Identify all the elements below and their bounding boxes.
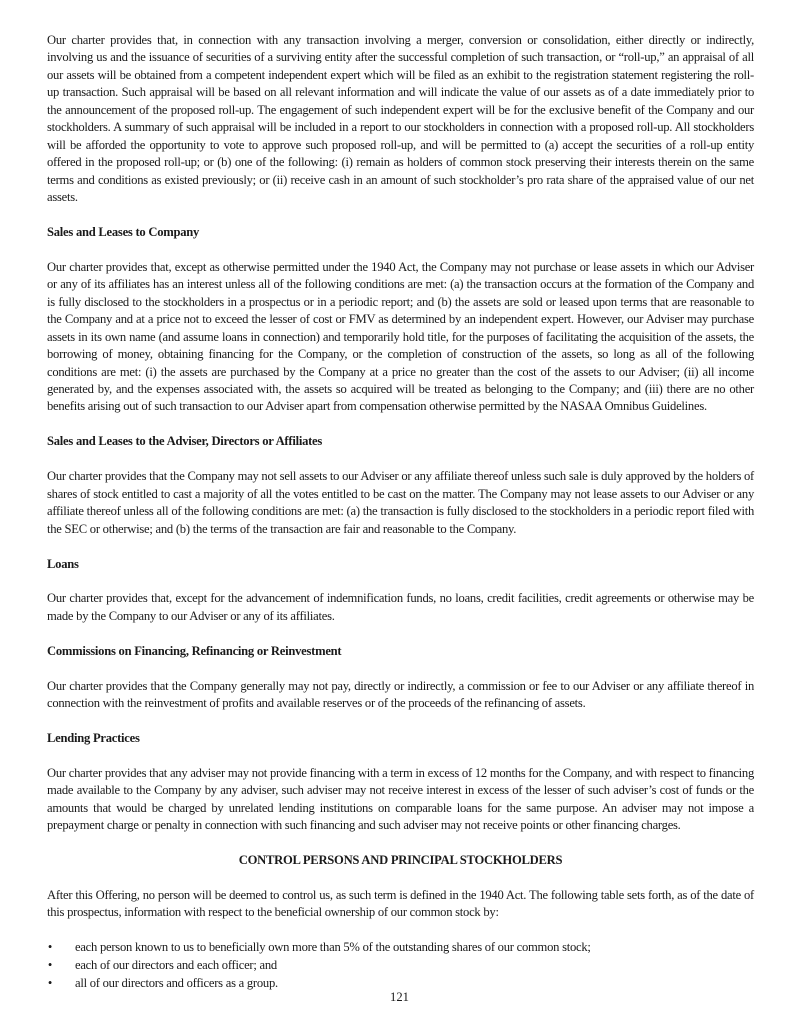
- list-item: [47, 939, 754, 956]
- bullet-icon: •: [47, 958, 53, 973]
- heading-loans: Loans: [47, 556, 79, 571]
- commissions-paragraph: Our charter provides that the Company generally may not pay, directly or indirectly, a commission or fee to our Adviser or any affiliate thereof in connection with the reinvestment of profits and available reserves or of the proceeds of the refinancing of assets.: [47, 678, 754, 711]
- list-item-text: each person known to us to beneficially own more than 5% of the outstanding shares of our common stock;: [75, 940, 591, 955]
- loans-paragraph: Our charter provides that, except for the advancement of indemnification funds, no loans, credit facilities, credit agreements or otherwise may be made by the Company to our Adviser or any of its affiliates.: [47, 591, 754, 623]
- sales-leases-to-adviser-paragraph: Our charter provides that the Company may not sell assets to our Adviser or any affiliate thereof unless such sale is duly approved by the holders of shares of stock entitled to cast a majority of all the votes entitled to be cast on the matter. The Company may not lease assets to our Adviser or any affiliate thereof unless all of the following conditions are met: (a) the transaction is fully disclosed to the stockholders in a periodic report filed with the SEC or otherwise; and (b) the terms of the transaction are fair and reasonable to the Company.: [47, 469, 754, 536]
- beneficial-ownership-list: [47, 939, 754, 992]
- heading-lending-practices: Lending Practices: [47, 730, 140, 745]
- list-item-text: each of our directors and each officer; and: [75, 958, 277, 973]
- rollup-paragraph: Our charter provides that, in connection with any transaction involving a merger, conversion or consolidation, either directly or indirectly, involving us and the issuance of securities of a surviving entity after the successful completion of such transaction, or “roll-up,” an appraisal of all our assets will be obtained from a competent independent expert which will be filed as an exhibit to the registration statement registering the roll-up transaction. Such appraisal will be based on all relevant information and will indicate the value of our assets as of a date immediately prior to the announcement of the proposed roll-up. The engagement of such independent expert will be for the exclusive benefit of the Company and our stockholders. A summary of such appraisal will be included in a report to our stockholders in connection with a proposed roll-up. All stockholders will be afforded the opportunity to vote to approve such proposed roll-up, and will be permitted to (a) accept the securities of a roll-up entity offered in the proposed roll-up; or (b) one of the following: (i) remain as holders of common stock preserving their interests therein on the same terms and conditions as existed previously; or (ii) receive cash in an amount of such stockholder’s pro rata share of the appraised value of our net assets.: [47, 33, 754, 205]
- sales-leases-to-company-paragraph: Our charter provides that, except as otherwise permitted under the 1940 Act, the Company may not purchase or lease assets in which our Adviser or any of its affiliates has an interest unless all of the following conditions are met: (a) the transaction occurs at the formation of the Company and is fully disclosed to the stockholders in a prospectus or in a periodic report; and (b) the assets are sold or leased upon terms that are reasonable to the Company and at a price not to exceed the lesser of cost or FMV as determined by an independent expert. However, our Adviser may purchase assets in its own name (and assume loans in connection) and temporarily hold title, for the purposes of facilitating the acquisition of the assets, the borrowing of money, obtaining financing for the Company, or the completion of construction of the assets, so long as all of the following conditions are met: (i) the assets are purchased by the Company at a price no greater than the cost of the assets to our Adviser; (ii) all income generated by, and the expenses associated with, the assets so acquired will be treated as belonging to the Company; and (iii) there are no other benefits arising out of such transaction to our Adviser apart from compensation otherwise permitted by the NASAA Omnibus Guidelines.: [47, 259, 754, 414]
- bullet-icon: •: [47, 976, 53, 991]
- list-item-text: all of our directors and officers as a group.: [75, 976, 278, 991]
- bullet-icon: •: [47, 940, 53, 955]
- document-page: [47, 32, 754, 993]
- control-persons-intro: After this Offering, no person will be deemed to control us, as such term is defined in the 1940 Act. The following table sets forth, as of the date of this prospectus, information with respect to the beneficial ownership of our common stock by:: [47, 888, 754, 920]
- heading-sales-leases-to-company: Sales and Leases to Company: [47, 224, 200, 239]
- heading-commissions: Commissions on Financing, Refinancing or Reinvestment: [47, 643, 342, 658]
- control-persons-title: CONTROL PERSONS AND PRINCIPAL STOCKHOLDERS: [238, 853, 563, 868]
- list-item: [47, 957, 754, 974]
- lending-practices-paragraph: Our charter provides that any adviser may not provide financing with a term in excess of 12 months for the Company, and with respect to financing made available to the Company by any adviser, such adviser may not receive interest in excess of the lesser of such adviser’s cost of funds or the amounts that would be charged by unrelated lending institutions on comparable loans for the same purpose. An adviser may not impose a prepayment charge or penalty in connection with such financing and such adviser may not receive points or other financing charges.: [47, 765, 754, 833]
- page-number: 121: [390, 990, 409, 1004]
- heading-sales-leases-to-adviser: Sales and Leases to the Adviser, Directors or Affiliates: [47, 434, 323, 449]
